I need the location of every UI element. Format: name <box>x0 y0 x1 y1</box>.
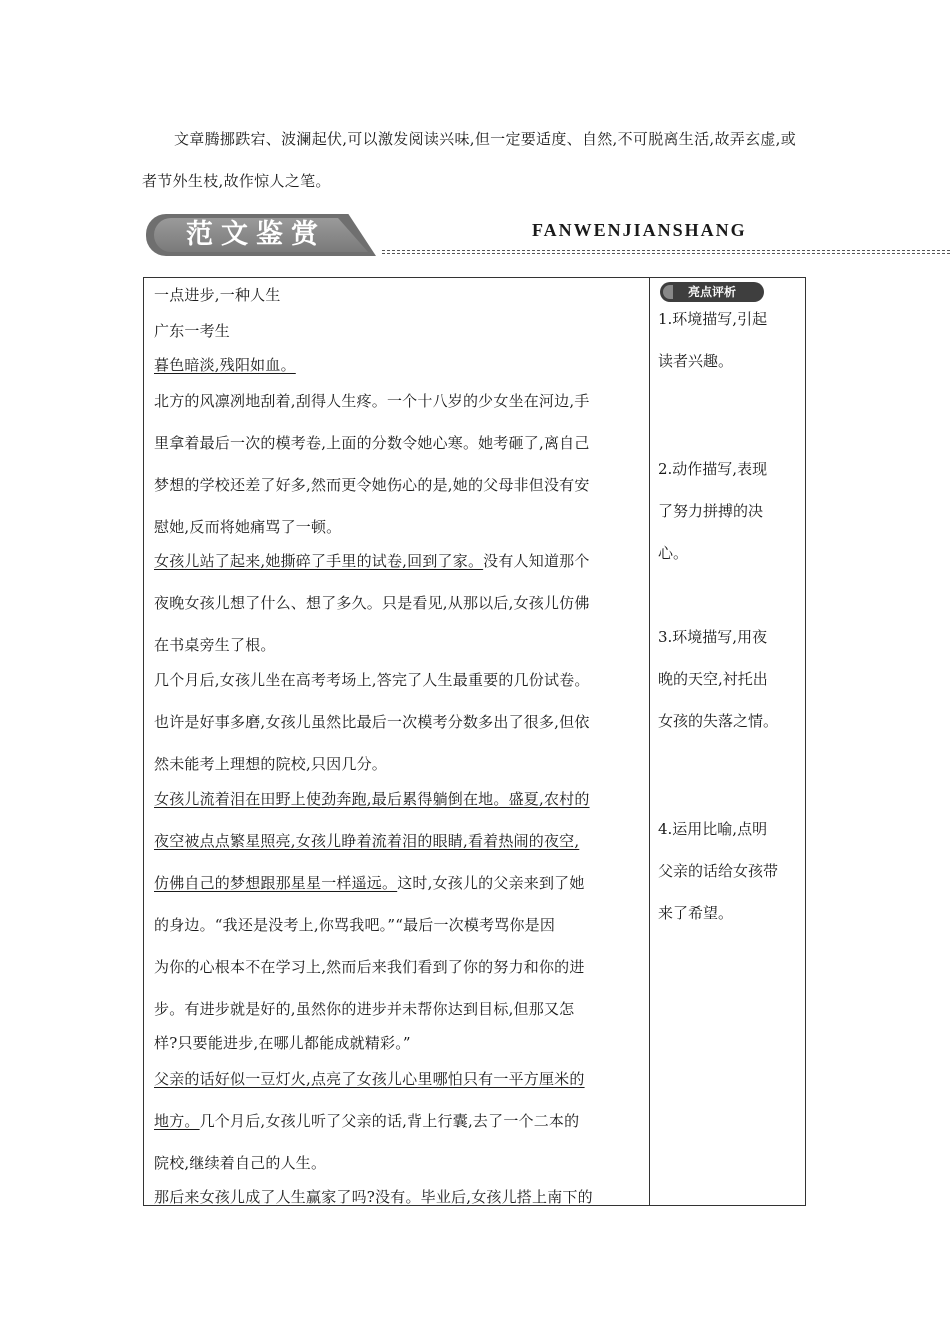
essay-line <box>154 786 590 812</box>
commentary-line: 女孩的失落之情。 <box>658 712 779 730</box>
column-divider <box>649 278 650 1205</box>
essay-text: 夜晚女孩儿想了什么、想了多久。只是看见,从那以后,女孩儿仿佛 <box>154 594 590 612</box>
essay-text: 在书桌旁生了根。 <box>154 636 276 654</box>
essay-line <box>154 667 590 693</box>
essay-line <box>154 1108 579 1134</box>
highlighted-text: 夜空被点点繁星照亮,女孩儿睁着流着泪的眼睛,看着热闹的夜空, <box>154 832 580 850</box>
essay-text: 然未能考上理想的院校,只因几分。 <box>154 755 387 773</box>
banner-rule <box>382 250 950 254</box>
commentary-note <box>658 616 798 742</box>
essay-text: 步。有进步就是好的,虽然你的进步并未帮你达到目标,但那又怎 <box>154 1000 575 1018</box>
essay-text: 里拿着最后一次的模考卷,上面的分数令她心寒。她考砸了,离自己 <box>154 434 590 452</box>
banner-title: 范文鉴赏 <box>186 219 326 250</box>
essay-line <box>154 709 590 735</box>
commentary-line: 2.动作描写,表现 <box>658 460 768 478</box>
commentary-note <box>658 808 798 934</box>
commentary-line: 心。 <box>658 544 689 562</box>
essay-text: 那后来女孩儿成了人生赢家了吗?没有。毕业后,女孩儿搭上南下的 <box>154 1188 593 1206</box>
essay-text: 没有人知道那个 <box>483 552 590 570</box>
essay-line <box>154 1184 593 1210</box>
commentary-note <box>658 298 798 382</box>
essay-line <box>154 352 296 378</box>
essay-text: 院校,继续着自己的人生。 <box>154 1154 327 1172</box>
essay-line <box>154 388 590 414</box>
essay-text: 一点进步,一种人生 <box>154 286 281 304</box>
highlighted-text: 女孩儿站了起来,她撕碎了手里的试卷,回到了家。 <box>154 552 484 570</box>
section-banner <box>146 214 950 258</box>
intro-paragraph: 文章腾挪跌宕、波澜起伏,可以激发阅读兴味,但一定要适度、自然,不可脱离生活,故弄玄虚,或者节外生枝,故作惊人之笔。 <box>142 130 797 190</box>
essay-text: 为你的心根本不在学习上,然而后来我们看到了你的努力和你的进 <box>154 958 585 976</box>
essay-text: 这时,女孩儿的父亲来到了她 <box>397 874 585 892</box>
highlighted-text: 父亲的话好似一豆灯火,点亮了女孩儿心里哪怕只有一平方厘米的 <box>154 1070 585 1088</box>
essay-line <box>154 996 574 1022</box>
commentary-line: 4.运用比喻,点明 <box>658 820 768 838</box>
essay-line <box>154 318 230 344</box>
essay-text: 北方的风凛冽地刮着,刮得人生疼。一个十八岁的少女坐在河边,手 <box>154 392 590 410</box>
commentary-line: 1.环境描写,引起 <box>658 310 768 328</box>
highlighted-text: 暮色暗淡,残阳如血。 <box>154 356 296 374</box>
essay-line <box>154 430 590 456</box>
commentary-line: 读者兴趣。 <box>658 352 734 370</box>
commentary-note <box>658 448 798 574</box>
essay-line <box>154 954 585 980</box>
commentary-line: 来了希望。 <box>658 904 734 922</box>
banner-pinyin: FANWENJIANSHANG <box>532 220 747 240</box>
essay-line <box>154 870 585 896</box>
essay-text: 慰她,反而将她痛骂了一顿。 <box>154 518 342 536</box>
commentary-line: 父亲的话给女孩带 <box>658 862 779 880</box>
essay-line <box>154 282 281 308</box>
commentary-line: 了努力拼搏的决 <box>658 502 764 520</box>
highlighted-text: 女孩儿流着泪在田野上使劲奔跑,最后累得躺倒在地。盛夏,农村的 <box>154 790 590 808</box>
essay-text: 梦想的学校还差了好多,然而更令她伤心的是,她的父母非但没有安 <box>154 476 590 494</box>
essay-text: 几个月后,女孩儿听了父亲的话,背上行囊,去了一个二本的 <box>199 1112 580 1130</box>
essay-text: 也许是好事多磨,女孩儿虽然比最后一次模考分数多出了很多,但依 <box>154 713 590 731</box>
commentary-badge: 亮点评析 <box>660 282 764 302</box>
essay-line <box>154 590 590 616</box>
commentary-line: 晚的天空,衬托出 <box>658 670 768 688</box>
essay-text: 的身边。“我还是没考上,你骂我吧。”“最后一次模考骂你是因 <box>154 916 556 934</box>
essay-table <box>143 277 806 1206</box>
essay-text: 样?只要能进步,在哪儿都能成就精彩。” <box>154 1034 411 1052</box>
essay-line <box>154 632 276 658</box>
essay-line <box>154 1066 585 1092</box>
essay-line <box>154 828 579 854</box>
highlighted-text: 地方。 <box>154 1112 200 1130</box>
commentary-line: 3.环境描写,用夜 <box>658 628 768 646</box>
essay-line <box>154 912 555 938</box>
essay-text: 广东一考生 <box>154 322 231 340</box>
highlighted-text: 仿佛自己的梦想跟那星星一样遥远。 <box>154 874 398 892</box>
essay-line <box>154 472 590 498</box>
essay-line <box>154 1150 326 1176</box>
essay-line <box>154 548 590 574</box>
essay-line <box>154 1030 411 1056</box>
essay-line <box>154 751 387 777</box>
essay-text: 几个月后,女孩儿坐在高考考场上,答完了人生最重要的几份试卷。 <box>154 671 590 689</box>
essay-line <box>154 514 341 540</box>
